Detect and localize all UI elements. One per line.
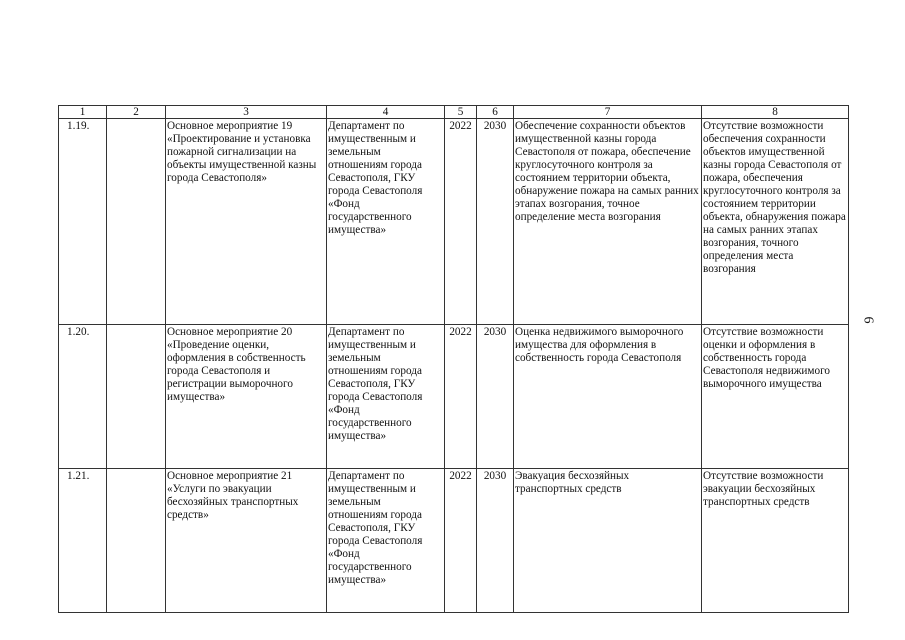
end-year: 2030 [477,325,514,469]
header-col-4: 4 [327,106,445,119]
expected-result: Оценка недвижимого выморочного имущества для оформления в собственность города Севастополя [514,325,702,469]
header-col-8: 8 [702,106,849,119]
start-year: 2022 [445,469,477,613]
header-col-3: 3 [166,106,327,119]
end-year: 2030 [477,119,514,325]
row-number: 1.19. [59,119,107,325]
expected-result: Эвакуация бесхозяйных транспортных средств [514,469,702,613]
row-col-2 [107,325,166,469]
non-implementation-consequence: Отсутствие возможности оценки и оформления в собственность города Севастополя недвижимого выморочного имущества [702,325,849,469]
executor: Департамент по имущественным и земельным отношениям города Севастополя, ГКУ города Севастополя «Фонд государственного имущества» [327,469,445,613]
end-year: 2030 [477,469,514,613]
header-col-5: 5 [445,106,477,119]
expected-result: Обеспечение сохранности объектов имущественной казны города Севастополя от пожара, обеспечение круглосуточного контроля за состоянием территории объекта, обнаружение пожара на самых ранних этапах возгорания, точное определение места возгорания [514,119,702,325]
measure-name: Основное мероприятие 19 «Проектирование и установка пожарной сигнализации на объекты имущественной казны города Севастополя» [166,119,327,325]
header-col-1: 1 [59,106,107,119]
row-number: 1.20. [59,325,107,469]
header-col-6: 6 [477,106,514,119]
header-col-2: 2 [107,106,166,119]
non-implementation-consequence: Отсутствие возможности обеспечения сохранности объектов имущественной казны города Севастополя от пожара, обеспечения круглосуточного контроля за состоянием территории объекта, обнаружения пожара на самых ранних этапах возгорания, точного определения места возгорания [702,119,849,325]
table-row [59,325,849,469]
row-col-2 [107,469,166,613]
executor: Департамент по имущественным и земельным отношениям города Севастополя, ГКУ города Севастополя «Фонд государственного имущества» [327,325,445,469]
start-year: 2022 [445,325,477,469]
page-number: 6 [860,316,876,324]
row-col-2 [107,119,166,325]
measure-name: Основное мероприятие 20 «Проведение оценки, оформления в собственность города Севастополя и регистрации выморочного имущества» [166,325,327,469]
executor: Департамент по имущественным и земельным отношениям города Севастополя, ГКУ города Севастополя «Фонд государственного имущества» [327,119,445,325]
start-year: 2022 [445,119,477,325]
measure-name: Основное мероприятие 21 «Услуги по эвакуации бесхозяйных транспортных средств» [166,469,327,613]
measures-table [58,105,849,613]
table-row [59,119,849,325]
table-row [59,469,849,613]
header-row [59,106,849,119]
non-implementation-consequence: Отсутствие возможности эвакуации бесхозяйных транспортных средств [702,469,849,613]
header-col-7: 7 [514,106,702,119]
row-number: 1.21. [59,469,107,613]
